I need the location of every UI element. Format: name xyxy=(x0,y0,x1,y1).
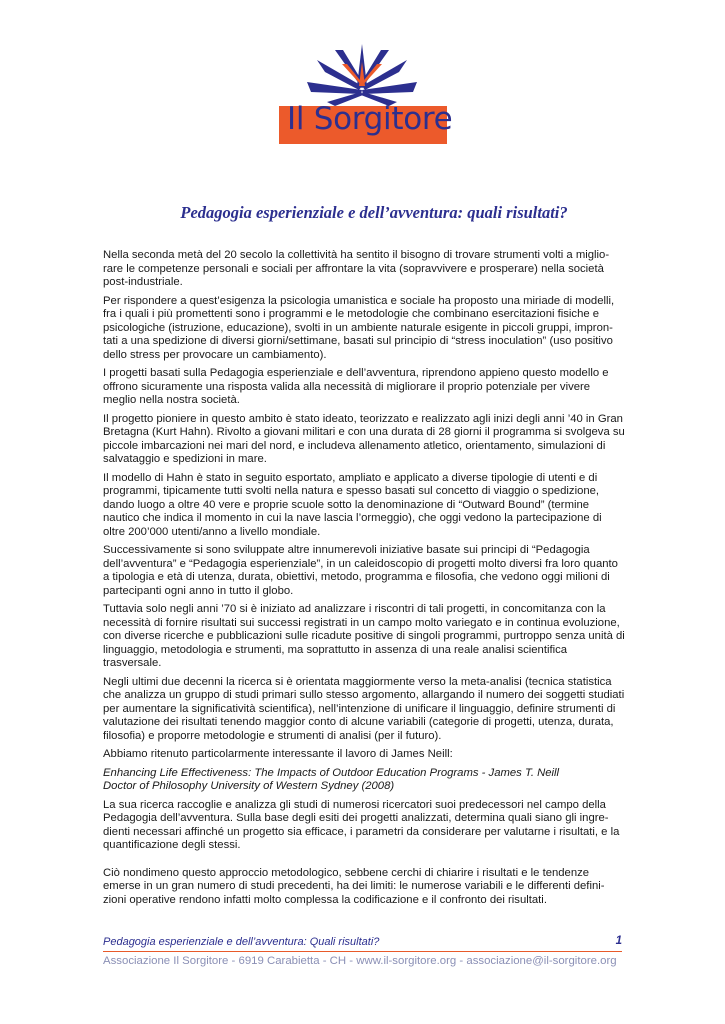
document-body xyxy=(103,249,625,912)
logo-text: Il Sorgitore xyxy=(287,101,453,137)
document-title: Pedagogia esperienziale e dell’avventura: quali risultati? xyxy=(180,203,568,222)
paragraph: Successivamente si sono sviluppate altre innumerevoli iniziative basate sui principi di “Pedagogia dell’avventura” e “Pedagogia esperienziale”, in un caleidoscopio di progetti molto diversi fra loro quanto a tipologia e età di utenza, durata, obiettivi, metodo, programma e filosofia, che vedono oggi milioni di partecipanti ogni anno in tutto il globo. xyxy=(103,544,618,597)
paragraph: I progetti basati sulla Pedagogia esperienziale e dell’avventura, riprendono appieno questo modello e offrono sicuramente una risposta valida alla necessità di migliorare il proprio potenziale per vivere meglio nella nostra società. xyxy=(103,367,609,406)
paragraph: La sua ricerca raccoglie e analizza gli studi di numerosi ricercatori suoi predecessori nel campo della Pedagogia dell’avventura. Sulla base degli esiti dei progetti analizzati, determina quali siano gli ingre-dienti necessari affinché un progetto sia efficace, i parametri da considerare per valutarne i risultati, e la quantificazione degli stessi. xyxy=(103,798,620,851)
paragraph: Il progetto pioniere in questo ambito è stato ideato, teorizzato e realizzato agli inizi degli anni ’40 in Gran Bretagna (Kurt Hahn). Rivolto a giovani militari e con una durata di 28 giorni il programma si svolgeva su piccole imbarcazioni nei mari del nord, e includeva allenamento atletico, orientamento, simulazioni di salvataggio e spedizioni in mare. xyxy=(103,412,625,465)
paragraph: Ciò nondimeno questo approccio metodologico, sebbene cerchi di chiarire i risultati e le tendenze emerse in un gran numero di studi precedenti, ha dei limiti: le numerose variabili e le differenti defini-zioni operative rendono infatti molto complessa la codificazione e il confronto dei risultati. xyxy=(103,866,605,906)
citation-title: Enhancing Life Effectiveness: The Impacts of Outdoor Education Programs - James T. Neill xyxy=(103,766,560,779)
paragraph: Negli ultimi due decenni la ricerca si è orientata maggiormente verso la meta-analisi (tecnica statistica che analizza un gruppo di studi primari sullo stesso argomento, allargando il numero dei soggetti studiati per aumentare la significatività scientifica), nell’intenzione di unificare il linguaggio, definire strumenti di valutazione dei risultati tenendo maggior conto di alcune variabili (categorie di progetti, utenza, durata, filosofia) e proporre metodologie e strumenti di analisi (per il futuro). xyxy=(103,675,625,742)
paragraph: Il modello di Hahn è stato in seguito esportato, ampliato e applicato a diverse tipologie di utenti e di programmi, tipicamente tutti svolti nella natura e spesso basati sul concetto di viaggio o spedizione, dando luogo a oltre 40 vere e proprie scuole sotto la denominazione di “Outward Bound” (termine nautico che indica il momento in cui la nave lascia l’ormeggio), che oggi vedono la partecipazione di oltre 200’000 utenti/anno a livello mondiale. xyxy=(103,471,602,538)
footer-divider xyxy=(103,951,622,952)
citation xyxy=(103,767,625,794)
paragraph: Abbiamo ritenuto particolarmente interessante il lavoro di James Neill: xyxy=(103,748,453,760)
paragraph: Per rispondere a quest’esigenza la psicologia umanistica e sociale ha proposto una miriade di modelli, fra i quali i più promettenti sono i programmi e le metodologie che combinano esercitazioni fisiche e psicologiche (istruzione, educazione), svolti in un ambiente naturale esigente in piccoli gruppi, impron-tati a una spedizione di diversi giorni/settimane, basati sul principio di “stress inoculation” (uso positivo dello stress per provocare un cambiamento). xyxy=(103,294,615,361)
footer-contact: Associazione Il Sorgitore - 6919 Carabietta - CH - www.il-sorgitore.org - associazione@il-sorgitore.org xyxy=(103,955,617,967)
logo xyxy=(277,42,453,146)
paragraph: Tuttavia solo negli anni ’70 si è iniziato ad analizzare i riscontri di tali progetti, in concomitanza con la necessità di fornire risultati sui successi registrati in un campo molto variegato e in continua evoluzione, con diverse ricerche e pubblicazioni sulle ricadute positive di singoli programmi, purtroppo senza unità di linguaggio, metodologia e strumenti, ma soprattutto in assenza di una reale analisi scientifica trasversale. xyxy=(103,603,625,669)
page-number: 1 xyxy=(615,935,622,947)
citation-source: Doctor of Philosophy University of Western Sydney (2008) xyxy=(103,780,395,792)
paragraph: Nella seconda metà del 20 secolo la collettività ha sentito il bisogno di trovare strumenti volti a miglio-rare le competenze personali e sociali per affrontare la vita (sopravvivere e prosperare) nella società post-industriale. xyxy=(103,249,610,288)
footer-title: Pedagogia esperienziale e dell’avventura: Quali risultati? xyxy=(103,936,380,948)
